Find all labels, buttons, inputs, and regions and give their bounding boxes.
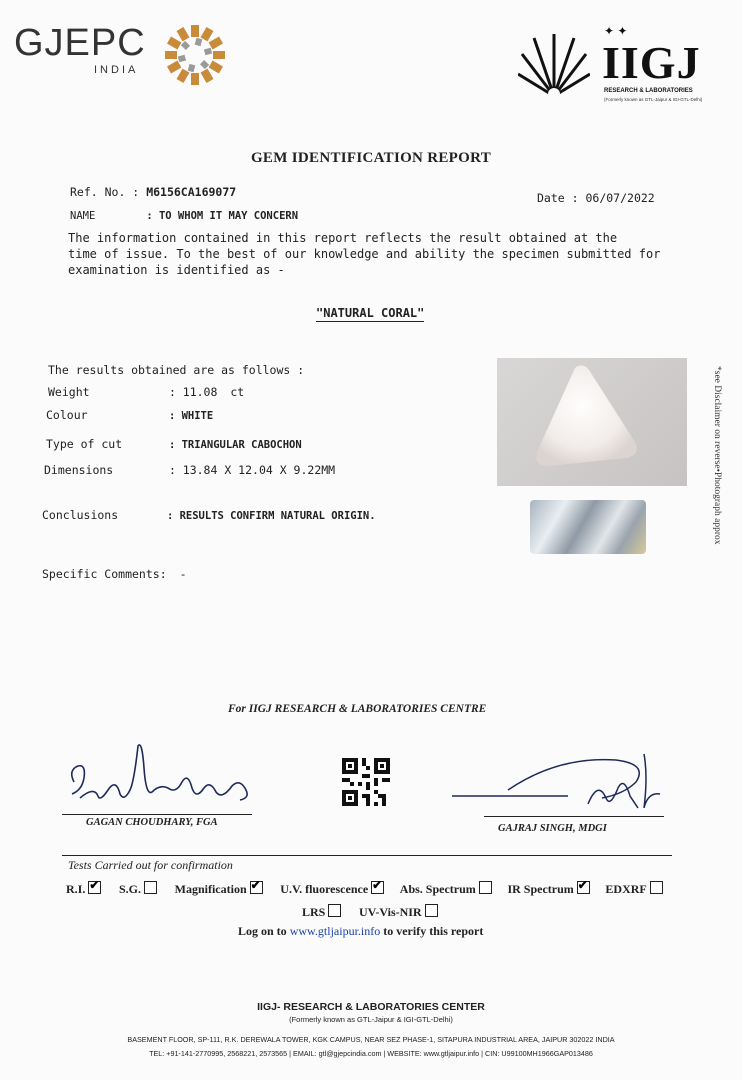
dimensions-label: Dimensions [44, 463, 114, 477]
test-ri-checkbox [88, 881, 101, 894]
weight-unit: ct [230, 385, 245, 399]
verify-line [238, 924, 483, 939]
test-lrs: LRS [302, 905, 341, 919]
test-lrs-checkbox [328, 904, 341, 917]
left-signature-line [62, 814, 252, 815]
footer-address: BASEMENT FLOOR, SP-111, R.K. DEREWALA TOWER, KGK CAMPUS, NEAR SEZ PHASE-1, SITAPURA INDUSTRIAL AREA, JAIPUR 302022 INDIA [127, 1035, 615, 1044]
test-abs-checkbox [479, 881, 492, 894]
test-ri: R.I.✔ [66, 882, 101, 896]
results-heading: The results obtained are as follows : [48, 363, 305, 377]
iigj-logo [518, 20, 728, 110]
test-magnification-checkbox [250, 881, 263, 894]
weight-label: Weight [48, 385, 90, 399]
test-ir: IR Spectrum✔ [507, 882, 589, 896]
name-row [70, 210, 298, 222]
section-divider [62, 855, 672, 856]
intro-line-2: time of issue. To the best of our knowledge and ability the specimen submitted for [68, 247, 661, 261]
name-value: : TO WHOM IT MAY CONCERN [146, 210, 299, 222]
test-edxrf-checkbox [650, 881, 663, 894]
cut-label: Type of cut [46, 437, 123, 451]
colour-row [46, 408, 213, 422]
date-label: Date : [537, 191, 579, 205]
test-sg-checkbox [144, 881, 157, 894]
centre-line: For IIGJ RESEARCH & LABORATORIES CENTRE [228, 703, 487, 715]
gjepc-logo-text: GJEPC [14, 22, 146, 64]
identification-result: "NATURAL CORAL" [316, 306, 425, 320]
conclusions-label: Conclusions [42, 508, 119, 522]
verify-suffix: to verify this report [383, 924, 484, 938]
tests-row-2 [302, 901, 438, 920]
intro-line-3: examination is identified as - [68, 263, 285, 277]
photo-side-note: *see Disclaimer on reverse•Photograph approx [712, 366, 722, 545]
right-signatory: GAJRAJ SINGH, MDGI [498, 823, 607, 834]
test-uvvis: UV-Vis-NIR [359, 905, 438, 919]
iigj-logo-sub2: (Formerly known as GTL-Jaipur & IGI-GTL-Delhi) [604, 97, 703, 102]
intro-paragraph [68, 230, 728, 278]
test-ir-checkbox [577, 881, 590, 894]
test-edxrf: EDXRF [605, 882, 662, 896]
iigj-logo-sub: RESEARCH & LABORATORIES [604, 88, 693, 94]
iigj-dots: ✦ ✦ [604, 24, 628, 38]
dimensions-value: : 13.84 X 12.04 X 9.22MM [168, 463, 336, 477]
test-sg: S.G. [119, 882, 157, 896]
footer-formerly: (Formerly known as GTL-Jaipur & IGI-GTL-Delhi) [289, 1015, 453, 1024]
tests-row-1 [66, 878, 663, 897]
test-uv: U.V. fluorescence✔ [280, 882, 384, 896]
test-magnification: Magnification✔ [175, 882, 263, 896]
date-row [537, 191, 655, 205]
name-label: NAME [70, 210, 96, 222]
hologram-sticker [530, 500, 646, 554]
ref-value: M6156CA169077 [146, 185, 237, 199]
footer-contact: TEL: +91-141-2770995, 2568221, 2573565 | EMAIL: gtl@gjepcindia.com | WEBSITE: www.gtljaipur.info | CIN: U99100MH1966GAP013486 [149, 1049, 593, 1058]
colour-value: : WHITE [168, 410, 214, 422]
cut-value: : TRIANGULAR CABOCHON [168, 439, 302, 451]
gjepc-logo-sub: INDIA [94, 64, 139, 76]
test-abs: Abs. Spectrum [400, 882, 492, 896]
verify-prefix: Log on to [238, 924, 287, 938]
dimensions-row [44, 463, 335, 477]
right-signature-icon [448, 746, 668, 826]
ref-row [70, 185, 236, 199]
intro-line-1: The information contained in this report reflects the result obtained at the [68, 231, 618, 245]
comments-label: Specific Comments: [42, 567, 167, 581]
gjepc-emblem-icon [162, 22, 228, 88]
colour-label: Colour [46, 408, 88, 422]
test-uv-checkbox [371, 881, 384, 894]
weight-row [48, 385, 244, 399]
report-title: GEM IDENTIFICATION REPORT [250, 150, 492, 166]
coral-cabochon-icon [497, 358, 687, 486]
tests-heading: Tests Carried out for confirmation [68, 858, 233, 872]
iigj-logo-text: IIGJ [602, 37, 701, 88]
test-uvvis-checkbox [425, 904, 438, 917]
comments-value: - [179, 567, 187, 581]
ref-label: Ref. No. : [70, 185, 140, 199]
gem-photo [497, 358, 687, 486]
conclusions-row [42, 508, 376, 522]
qr-code [342, 758, 390, 806]
iigj-burst-icon [518, 28, 590, 100]
comments-row [42, 567, 187, 581]
footer-org: IIGJ- RESEARCH & LABORATORIES CENTER [257, 1001, 485, 1013]
left-signatory: GAGAN CHOUDHARY, FGA [86, 817, 218, 828]
qr-code-icon [342, 758, 390, 806]
date-value: 06/07/2022 [585, 191, 655, 205]
conclusions-value: : RESULTS CONFIRM NATURAL ORIGIN. [166, 510, 376, 522]
gjepc-logo [14, 22, 229, 94]
right-signature-line [484, 816, 664, 817]
verify-link[interactable]: www.gtljaipur.info [289, 924, 381, 938]
weight-value: : 11.08 [168, 385, 218, 399]
cut-row [46, 437, 302, 451]
